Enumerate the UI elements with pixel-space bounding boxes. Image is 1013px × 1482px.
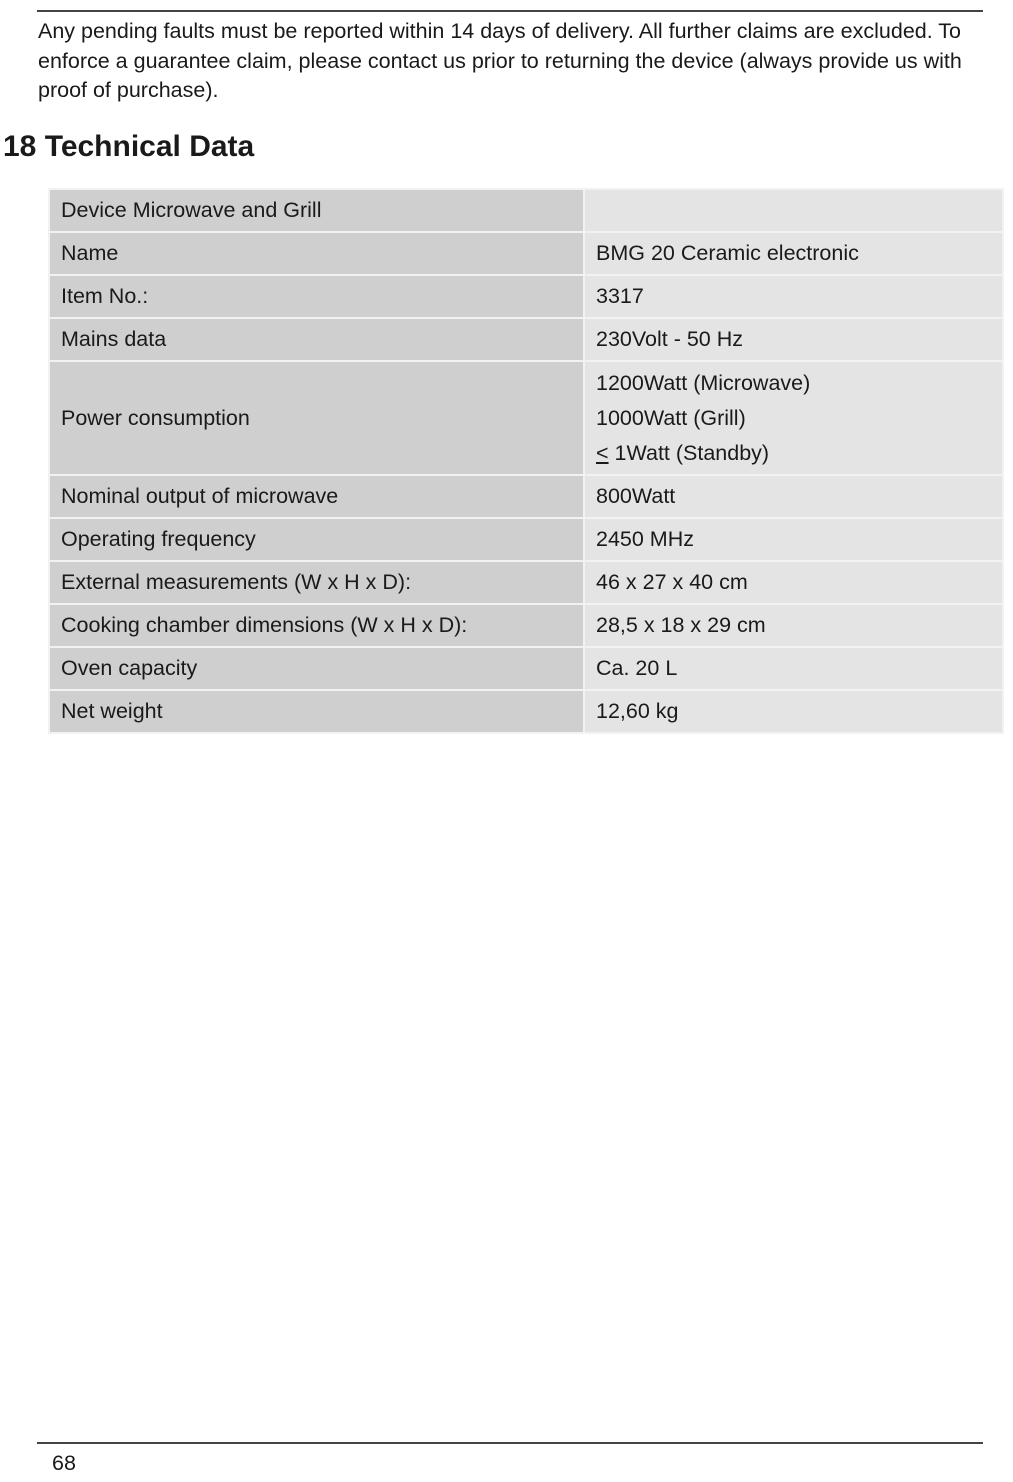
standby-text: 1Watt (Standby) <box>608 440 770 465</box>
row-value: 28,5 x 18 x 29 cm <box>584 604 1003 647</box>
row-value: 230Volt - 50 Hz <box>584 318 1003 361</box>
row-value <box>584 189 1003 232</box>
row-label: External measurements (W x H x D): <box>49 561 584 604</box>
row-value: BMG 20 Ceramic electronic <box>584 232 1003 275</box>
table-row <box>49 604 1003 647</box>
table-row <box>49 647 1003 690</box>
row-label: Item No.: <box>49 275 584 318</box>
table-row <box>49 275 1003 318</box>
row-label: Oven capacity <box>49 647 584 690</box>
row-value: 46 x 27 x 40 cm <box>584 561 1003 604</box>
table-row <box>49 318 1003 361</box>
value-line: 1200Watt (Microwave) <box>596 370 811 395</box>
row-label: Cooking chamber dimensions (W x H x D): <box>49 604 584 647</box>
row-value: Ca. 20 L <box>584 647 1003 690</box>
row-label: Name <box>49 232 584 275</box>
guarantee-paragraph: Any pending faults must be reported within 14 days of delivery. All further claims are excluded. To enforce a guarantee claim, please contact us prior to returning the device (always provide us with proof of purchase). <box>38 19 962 102</box>
section-title: Technical Data <box>44 130 255 163</box>
table-row <box>49 518 1003 561</box>
row-label: Operating frequency <box>49 518 584 561</box>
top-divider <box>37 10 983 12</box>
section-heading <box>3 128 254 166</box>
row-label: Device Microwave and Grill <box>49 189 584 232</box>
row-label: Mains data <box>49 318 584 361</box>
row-value: 3317 <box>584 275 1003 318</box>
page-number: 68 <box>52 1451 76 1475</box>
value-line <box>596 436 991 471</box>
table-row <box>49 475 1003 518</box>
table-row <box>49 361 1003 475</box>
row-label: Power consumption <box>49 361 584 475</box>
table-row <box>49 561 1003 604</box>
table-row <box>49 232 1003 275</box>
row-label: Net weight <box>49 690 584 733</box>
value-line: 1000Watt (Grill) <box>596 405 746 430</box>
table-row <box>49 189 1003 232</box>
section-number: 18 <box>3 130 37 163</box>
bottom-divider <box>37 1442 983 1444</box>
row-value: 800Watt <box>584 475 1003 518</box>
less-or-equal-symbol: < <box>596 440 609 465</box>
row-label: Nominal output of microwave <box>49 475 584 518</box>
row-value: 2450 MHz <box>584 518 1003 561</box>
row-value-multiline <box>584 361 1003 475</box>
row-value: 12,60 kg <box>584 690 1003 733</box>
technical-data-table <box>48 188 1004 734</box>
table-row <box>49 690 1003 733</box>
